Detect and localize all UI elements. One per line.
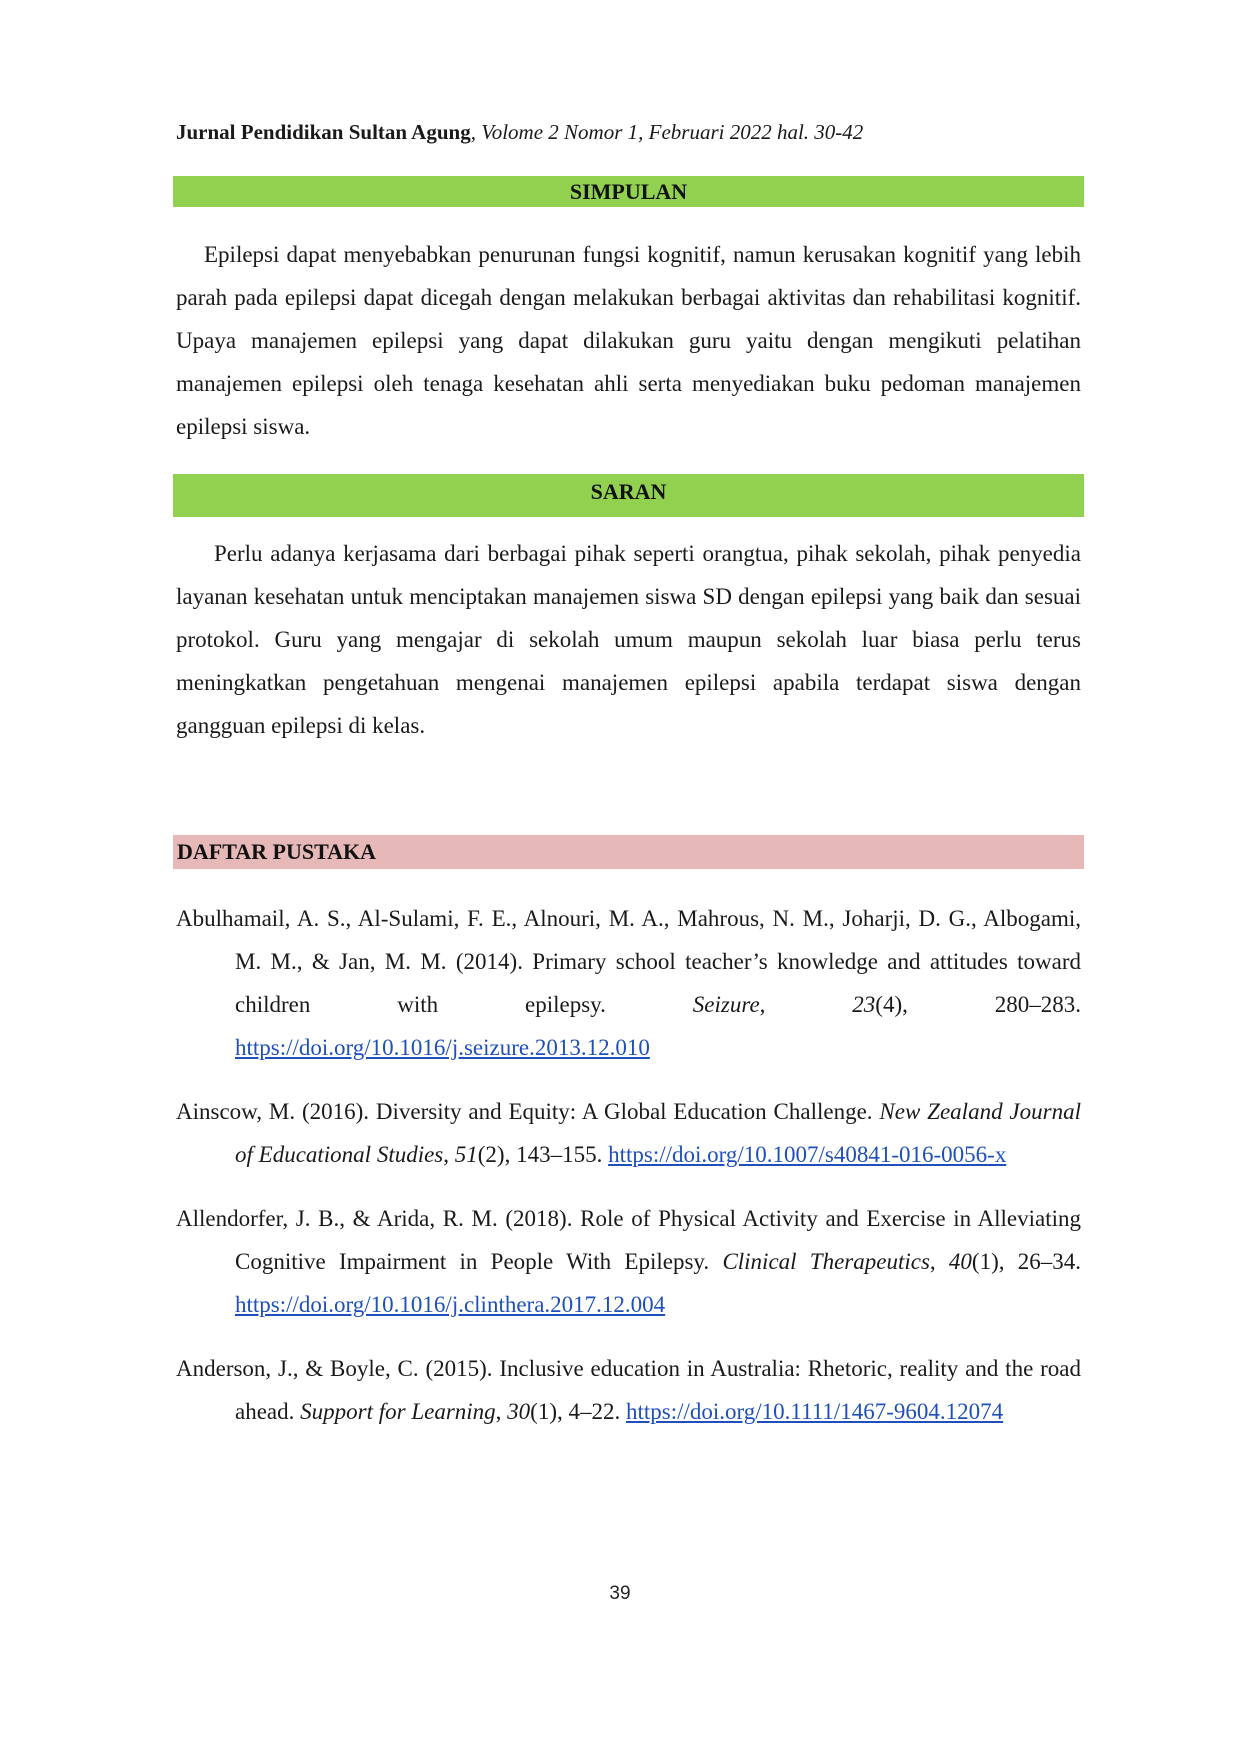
page-number: 39 [609, 1583, 631, 1604]
reference-doi-link[interactable]: https://doi.org/10.1016/j.clinthera.2017.12.004 [235, 1292, 666, 1317]
reference-separator: , [443, 1142, 455, 1167]
reference-doi-link[interactable]: https://doi.org/10.1111/1467-9604.12074 [626, 1399, 1004, 1424]
reference-item [176, 1347, 1081, 1433]
reference-citation: Ainscow, M. (2016). Diversity and Equity: A Global Education Challenge. [176, 1099, 880, 1124]
reference-item [176, 1090, 1081, 1176]
journal-name: Jurnal Pendidikan Sultan Agung [176, 120, 471, 144]
reference-issue-pages: (1), 4–22. [530, 1399, 626, 1424]
section-heading-simpulan: SIMPULAN [173, 176, 1084, 207]
reference-citation: Anderson, J., & Boyle, C. (2015). Inclusive education in Australia: Rhetoric, reality and the road ahead. [176, 1356, 1081, 1424]
reference-issue-pages: (2), 143–155. [477, 1142, 609, 1167]
reference-citation: Allendorfer, J. B., & Arida, R. M. (2018). Role of Physical Activity and Exercise in Alleviating Cognitive Impairment in People With Epilepsy. [176, 1206, 1081, 1274]
reference-journal: Clinical Therapeutics [722, 1249, 930, 1274]
reference-journal: New Zealand Journal of Educational Studies [235, 1099, 1081, 1167]
reference-volume: 40 [948, 1249, 972, 1274]
reference-volume: 51 [454, 1142, 478, 1167]
reference-separator: , [495, 1399, 508, 1424]
reference-volume: 30 [507, 1399, 531, 1424]
issue-info: , Volome 2 Nomor 1, Februari 2022 hal. 30-42 [470, 120, 864, 144]
reference-doi-link[interactable]: https://doi.org/10.1016/j.seizure.2013.12.010 [235, 1035, 650, 1060]
reference-doi-link[interactable]: https://doi.org/10.1007/s40841-016-0056-x [608, 1142, 1007, 1167]
section-heading-saran: SARAN [173, 474, 1084, 517]
simpulan-paragraph: Epilepsi dapat menyebabkan penurunan fungsi kognitif, namun kerusakan kognitif yang lebih parah pada epilepsi dapat dicegah dengan melakukan berbagai aktivitas dan rehabilitasi kognitif. Upaya manajemen epilepsi yang dapat dilakukan guru yaitu dengan mengikuti pelatihan manajemen epilepsi oleh tenaga kesehatan ahli serta menyediakan buku pedoman manajemen epilepsi siswa. [176, 242, 1081, 439]
section-heading-daftar-pustaka: DAFTAR PUSTAKA [173, 835, 1084, 869]
running-header [176, 118, 863, 146]
reference-journal: Support for Learning [300, 1399, 496, 1424]
reference-issue-pages: (1), 26–34. [971, 1249, 1081, 1274]
reference-issue-pages: (4), 280–283. [875, 992, 1081, 1017]
reference-citation: Abulhamail, A. S., Al-Sulami, F. E., Alnouri, M. A., Mahrous, N. M., Joharji, D. G., Albogami, M. M., & Jan, M. M. (2014). Primary school teacher’s knowledge and attitudes toward children with epilepsy. [176, 906, 1081, 1017]
reference-item [176, 1197, 1081, 1326]
reference-list [176, 897, 1081, 1454]
reference-item [176, 897, 1081, 1069]
reference-volume: 23 [852, 992, 876, 1017]
reference-journal: Seizure [692, 992, 760, 1017]
saran-paragraph: Perlu adanya kerjasama dari berbagai pihak seperti orangtua, pihak sekolah, pihak penyedia layanan kesehatan untuk menciptakan manajemen siswa SD dengan epilepsi yang baik dan sesuai protokol. Guru yang mengajar di sekolah umum maupun sekolah luar biasa perlu terus meningkatkan pengetahuan mengenai manajemen epilepsi apabila terdapat siswa dengan gangguan epilepsi di kelas. [176, 541, 1081, 738]
reference-separator: , [759, 992, 853, 1017]
reference-separator: , [929, 1249, 949, 1274]
